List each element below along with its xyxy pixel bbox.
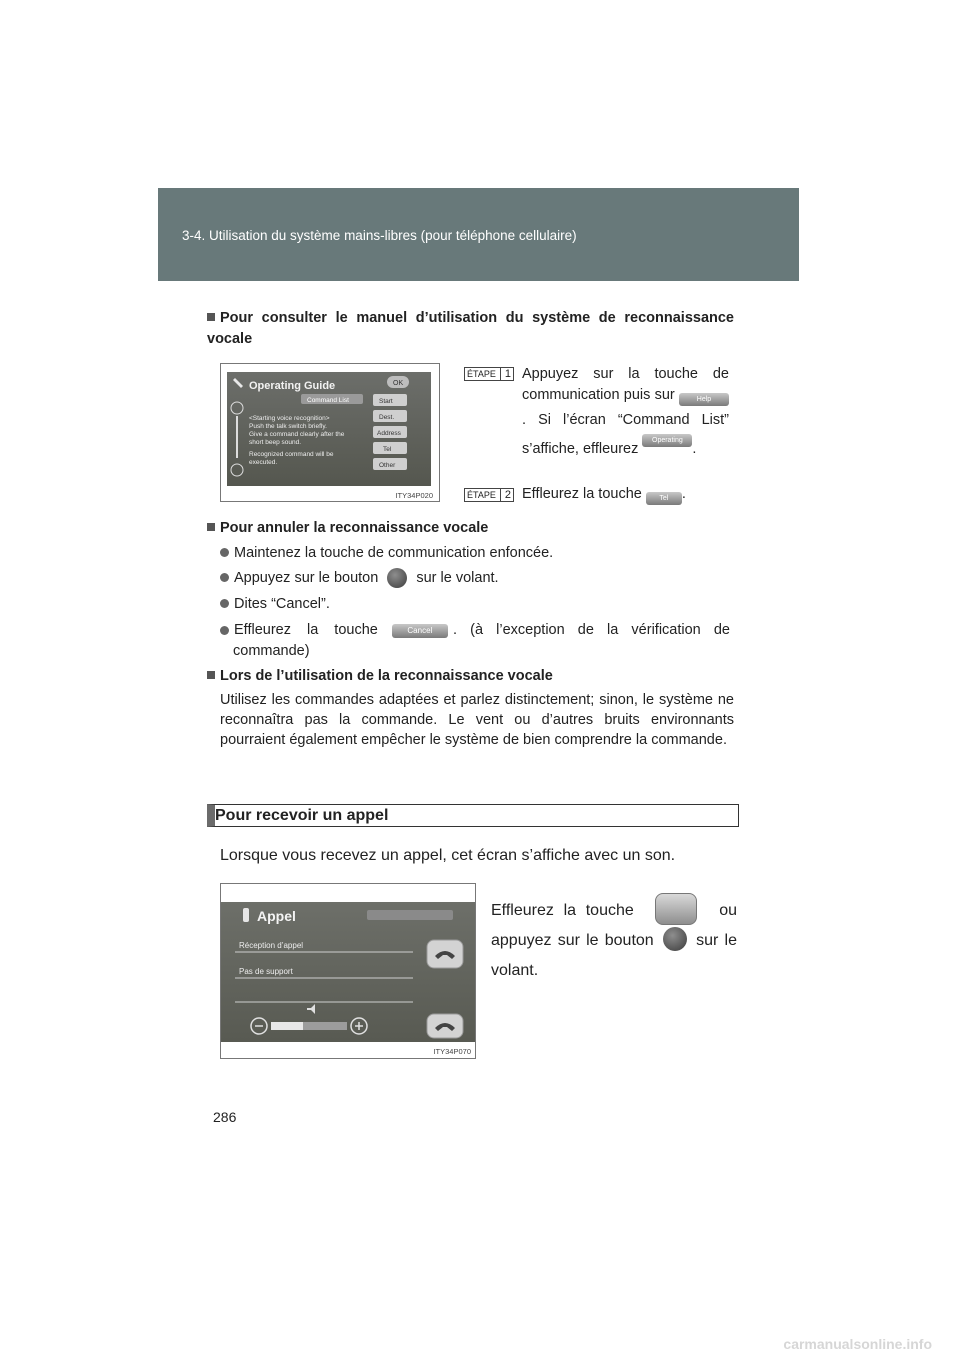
bullet-dot-icon: [220, 599, 229, 608]
operating-guide-screen-drawing: [227, 372, 431, 486]
screen-line-2: Push the talk switch briefly.: [249, 423, 327, 430]
screen-line-4: short beep sound.: [249, 439, 302, 446]
usage-paragraph: Utilisez les commandes adaptées et parlez distinctement; sinon, le système ne reconnaîtra pas la commande. Le vent ou d’autres bruits environnants pourraient également empêcher le système de bien comprendre la commande.: [220, 692, 734, 748]
incoming-call-screen-drawing: [221, 902, 475, 1042]
phone-handset-icon: [243, 908, 249, 922]
image-caption: ITY34P070: [433, 1047, 471, 1056]
hang-up-phone-icon: [387, 568, 407, 588]
bullet-dot-icon: [220, 626, 229, 635]
appel-item-1: Réception d’appel: [239, 941, 304, 950]
steering-phone-icon: [663, 927, 687, 951]
screen-line-5: Recognized command will be: [249, 451, 334, 458]
footer-watermark: carmanualsonline.info: [783, 1336, 932, 1352]
screen-line-3: Give a command clearly after the: [249, 431, 345, 438]
incoming-call-image: [220, 883, 476, 1059]
incoming-call-screen: [221, 902, 475, 1042]
page-number: 286: [213, 1109, 237, 1125]
answer-button-icon: [655, 893, 697, 925]
bullet-dot-icon: [220, 548, 229, 557]
square-bullet-icon: [207, 523, 215, 531]
operating-guide-image: [220, 363, 440, 502]
bullet-dot-icon: [220, 573, 229, 582]
operating-guide-button-icon: Operating Guide: [642, 434, 692, 447]
other-button-label: Other: [379, 462, 396, 469]
image-caption: ITY34P020: [395, 491, 433, 500]
cancel-bullet-2: Appuyez sur le bouton sur le volant.: [220, 568, 499, 589]
step-1-badge: ÉTAPE 1: [464, 366, 514, 384]
receive-intro: Lorsque vous recevez un appel, cet écran s’affiche avec un son.: [220, 847, 676, 864]
tel-button-icon: Tel: [646, 492, 682, 505]
cancel-bullet-3: Dites “Cancel”.: [220, 594, 330, 615]
cancel-bullet-4: Effleurez la touche Cancel: [220, 620, 730, 641]
address-button-label: Address: [377, 430, 401, 437]
cancel-button-icon: Cancel: [392, 624, 448, 638]
cancel-heading: Pour annuler la reconnaissance vocale: [207, 518, 488, 539]
speaker-icon: [307, 1004, 315, 1014]
section-path: 3-4. Utilisation du système mains-libres (pour téléphone cellulaire): [182, 228, 577, 243]
operating-guide-screen: [227, 372, 431, 486]
appel-title: Appel: [257, 908, 296, 924]
volume-bar-fill: [271, 1022, 303, 1030]
square-bullet-icon: [207, 671, 215, 679]
usage-heading: Lors de l’utilisation de la reconnaissance vocale: [207, 666, 553, 687]
step-2-badge: ÉTAPE 2: [464, 487, 514, 505]
info-bottom-icon: [231, 464, 243, 476]
screen-line-1: <Starting voice recognition>: [249, 415, 330, 422]
step-2-text: Effleurez la touche Tel .: [522, 484, 732, 505]
dest-button-label: Dest.: [379, 414, 395, 421]
square-bullet-icon: [207, 313, 215, 321]
cancel-bullet-1: Maintenez la touche de communication enfoncée.: [220, 543, 553, 564]
scroll-track: [236, 416, 238, 458]
screen-title: Operating Guide: [249, 380, 336, 392]
tel-button-label: Tel: [383, 446, 392, 453]
status-icons-bar: [367, 910, 453, 920]
info-top-icon: [231, 402, 243, 414]
ok-button-label: OK: [393, 380, 404, 387]
receive-instructions: Effleurez la touche ou appuyez sur le bouton sur le volant.: [491, 893, 737, 986]
cancel-bullet-4-tail: . (à l’exception de la vérification de commande): [233, 622, 730, 659]
start-button-label: Start: [379, 398, 393, 405]
guide-heading: Pour consulter le manuel d’utilisation du système de reconnaissance vocale: [207, 310, 734, 347]
section-title: Pour recevoir un appel: [215, 807, 389, 824]
appel-item-2: Pas de support: [239, 967, 293, 976]
screen-line-6: executed.: [249, 459, 278, 466]
command-list-tab-label: Command List: [307, 397, 349, 404]
help-button-icon: Help: [679, 393, 729, 406]
step-1-text: Appuyez sur la touche de communication puis sur Help. Si l’écran “Command List” s’affiche, effleurez Operating Guide .: [522, 366, 729, 457]
pencil-icon: [233, 378, 243, 388]
